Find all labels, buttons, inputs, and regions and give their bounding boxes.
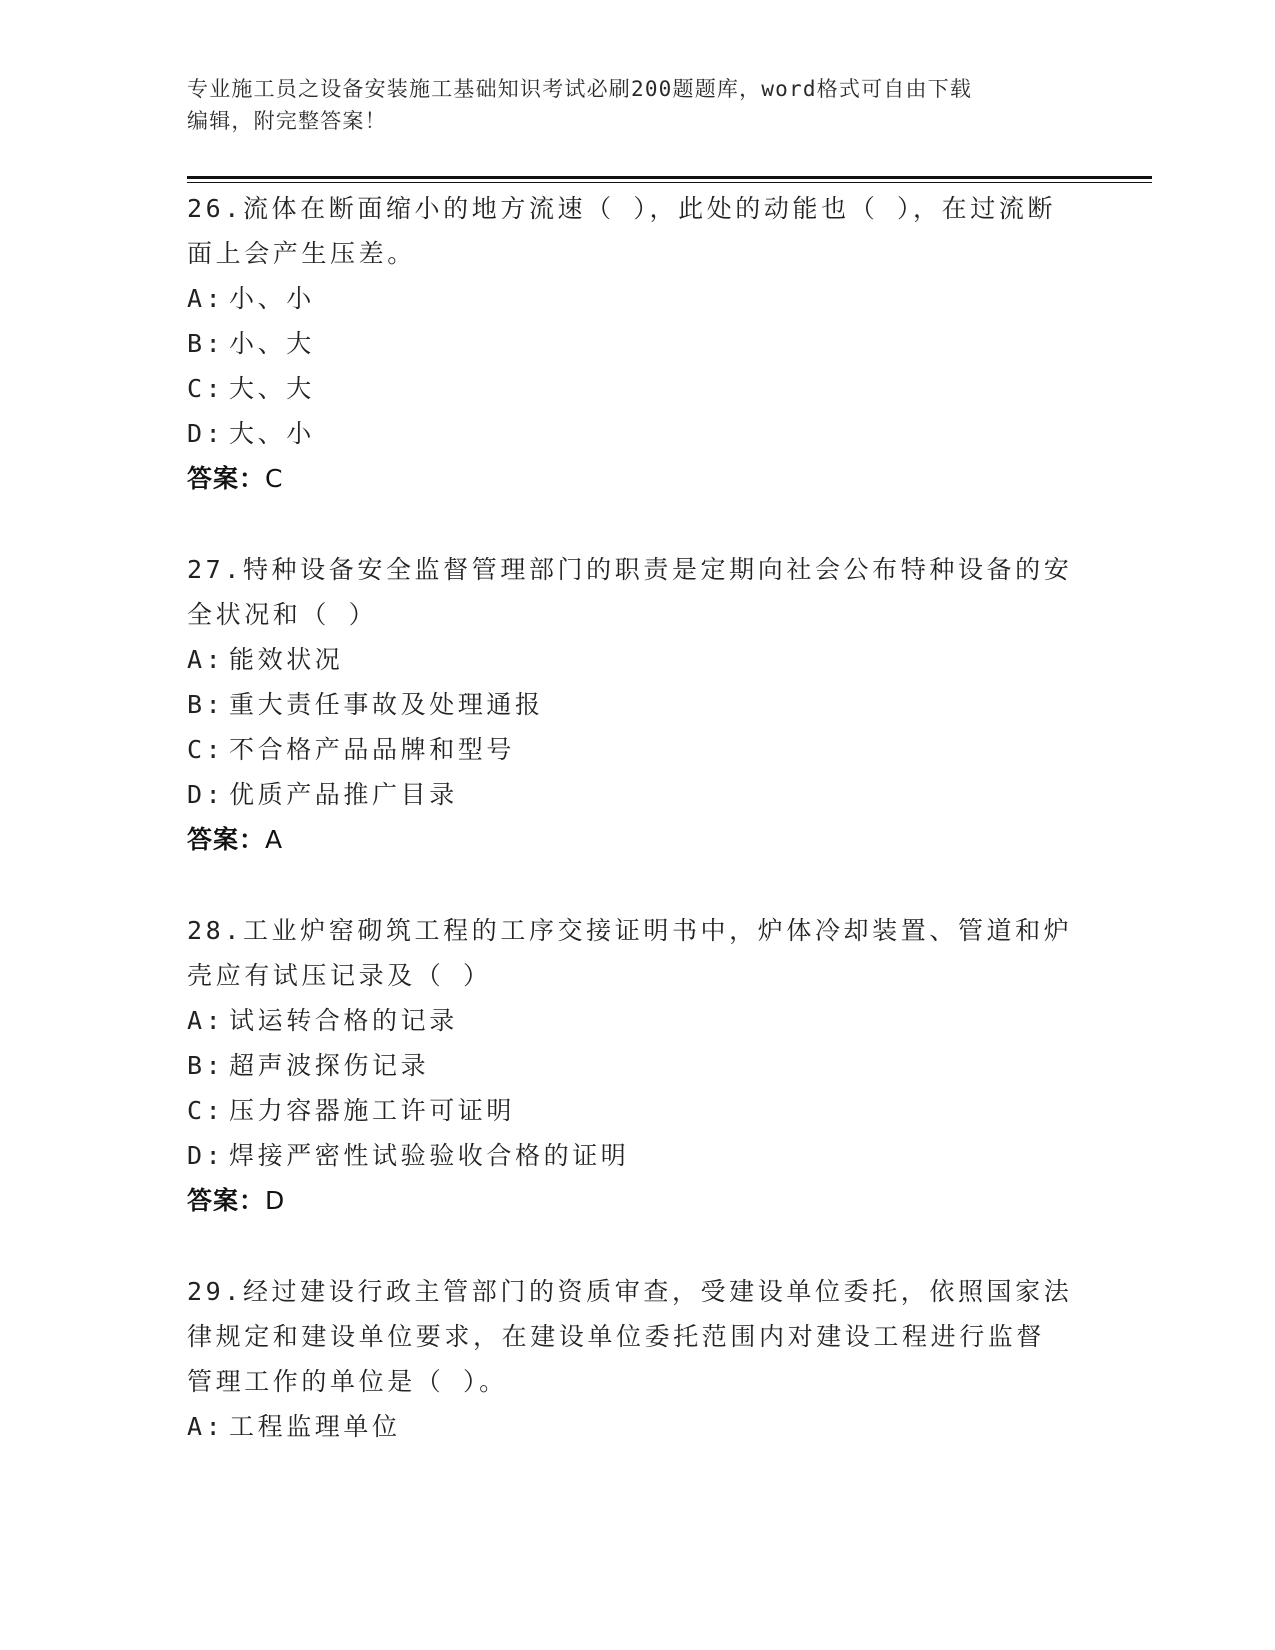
- stem-line: 面上会产生压差。: [187, 239, 416, 268]
- option-key: C:: [187, 374, 225, 403]
- answer: [187, 1178, 1087, 1223]
- option-text: 大、小: [229, 419, 315, 448]
- stem-line: 管理工作的单位是（ ）。: [187, 1367, 508, 1396]
- question-stem: [187, 908, 1087, 998]
- stem-line: 29.经过建设行政主管部门的资质审查，受建设单位委托，依照国家法: [187, 1277, 1073, 1306]
- option-key: A:: [187, 1412, 225, 1441]
- stem-line: 壳应有试压记录及（ ）: [187, 961, 492, 990]
- option-key: A:: [187, 284, 225, 313]
- answer: [187, 456, 1087, 501]
- question-stem: [187, 547, 1087, 637]
- answer-label: 答案：: [187, 825, 266, 854]
- option-key: D:: [187, 780, 225, 809]
- answer: [187, 817, 1087, 862]
- header-divider-thick: [187, 176, 1152, 179]
- question-27: [187, 547, 1087, 862]
- question-26: [187, 186, 1087, 501]
- option-text: 不合格产品品牌和型号: [229, 735, 516, 764]
- option-c: [187, 727, 1087, 772]
- question-29: [187, 1269, 1087, 1449]
- answer-value: A: [265, 825, 284, 854]
- option-key: C:: [187, 735, 225, 764]
- answer-label: 答案：: [187, 464, 266, 493]
- option-text: 工程监理单位: [229, 1412, 401, 1441]
- option-a: [187, 998, 1087, 1043]
- option-text: 能效状况: [229, 645, 344, 674]
- answer-value: D: [265, 1186, 286, 1215]
- option-key: C:: [187, 1096, 225, 1125]
- header-line-2: 编辑，附完整答案！: [187, 109, 387, 133]
- document-header: [187, 73, 1067, 137]
- option-key: A:: [187, 1006, 225, 1035]
- option-text: 优质产品推广目录: [229, 780, 458, 809]
- stem-line: 26.流体在断面缩小的地方流速（ ），此处的动能也（ ），在过流断: [187, 194, 1057, 223]
- option-d: [187, 772, 1087, 817]
- option-text: 大、大: [229, 374, 315, 403]
- option-c: [187, 1088, 1087, 1133]
- question-stem: [187, 1269, 1087, 1404]
- stem-line: 27.特种设备安全监督管理部门的职责是定期向社会公布特种设备的安: [187, 555, 1073, 584]
- question-stem: [187, 186, 1087, 276]
- option-text: 压力容器施工许可证明: [229, 1096, 516, 1125]
- option-d: [187, 411, 1087, 456]
- option-text: 小、小: [229, 284, 315, 313]
- option-b: [187, 682, 1087, 727]
- option-key: B:: [187, 329, 225, 358]
- option-key: A:: [187, 645, 225, 674]
- option-text: 超声波探伤记录: [229, 1051, 430, 1080]
- answer-label: 答案：: [187, 1186, 266, 1215]
- option-key: B:: [187, 1051, 225, 1080]
- option-a: [187, 637, 1087, 682]
- answer-value: C: [265, 464, 284, 493]
- option-key: D:: [187, 1141, 225, 1170]
- option-text: 试运转合格的记录: [229, 1006, 458, 1035]
- question-list: [187, 186, 1087, 1495]
- stem-line: 律规定和建设单位要求，在建设单位委托范围内对建设工程进行监督: [187, 1322, 1046, 1351]
- stem-line: 28.工业炉窑砌筑工程的工序交接证明书中，炉体冷却装置、管道和炉: [187, 916, 1073, 945]
- option-key: D:: [187, 419, 225, 448]
- option-d: [187, 1133, 1087, 1178]
- header-divider-thin: [187, 182, 1152, 183]
- option-text: 焊接严密性试验验收合格的证明: [229, 1141, 630, 1170]
- option-a: [187, 276, 1087, 321]
- stem-line: 全状况和（ ）: [187, 600, 378, 629]
- option-c: [187, 366, 1087, 411]
- option-text: 小、大: [229, 329, 315, 358]
- header-line-1: 专业施工员之设备安装施工基础知识考试必刷200题题库，word格式可自由下载: [187, 77, 973, 101]
- option-b: [187, 1043, 1087, 1088]
- option-text: 重大责任事故及处理通报: [229, 690, 544, 719]
- option-a: [187, 1404, 1087, 1449]
- question-28: [187, 908, 1087, 1223]
- option-key: B:: [187, 690, 225, 719]
- option-b: [187, 321, 1087, 366]
